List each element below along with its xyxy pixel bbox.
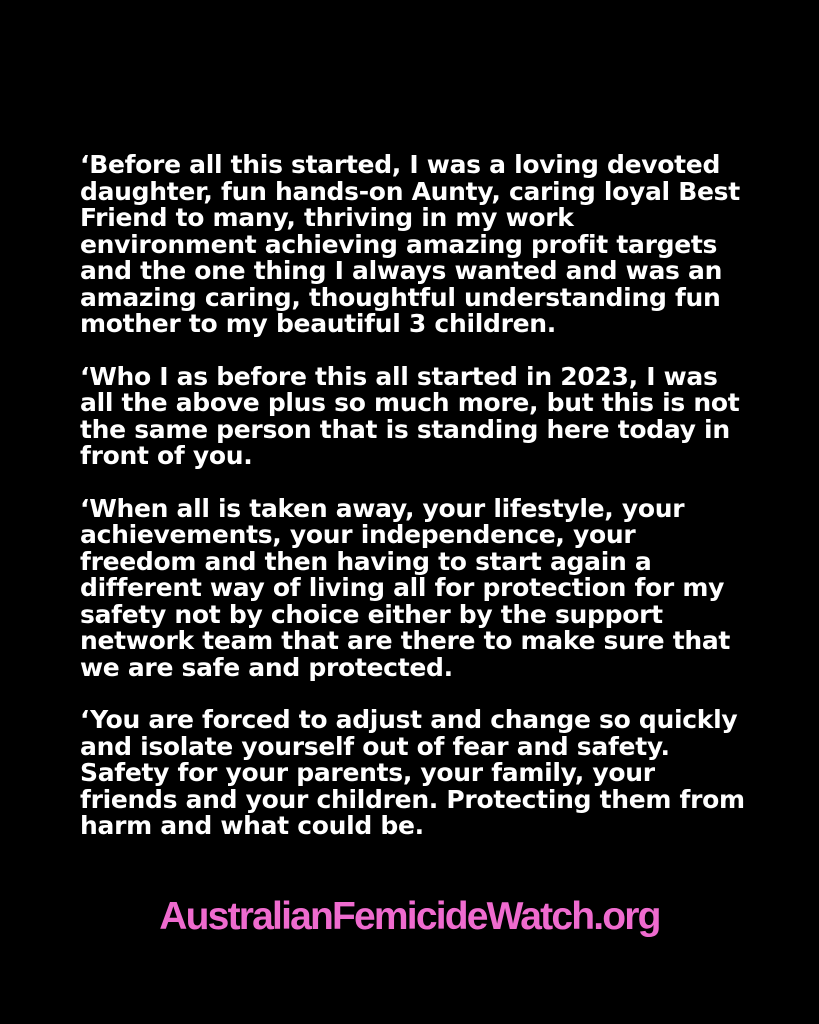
website-url: AustralianFemicideWatch.org (159, 895, 660, 938)
quote-paragraph-4: ‘You are forced to adjust and change so quickly and isolate yourself out of fear and safety. Safety for your parents, your family, your friends and your children. Protecting them from harm and what could be. (80, 705, 745, 840)
victim-impact-quote (80, 152, 750, 866)
quote-paragraph-1: ‘Before all this started, I was a loving devoted daughter, fun hands-on Aunty, caring loyal Best Friend to many, thriving in my work environment achieving amazing profit targets and the one thing I always wanted and was an amazing caring, thoughtful understanding fun mother to my beautiful 3 children. (80, 150, 740, 338)
quote-paragraph-3: ‘When all is taken away, your lifestyle, your achievements, your independence, your freedom and then having to start again a different way of living all for protection for my safety not by choice either by the support network team that are there to make sure that we are safe and protected. (80, 493, 731, 682)
quote-paragraph-2: ‘Who I as before this all started in 2023, I was all the above plus so much more, but this is not the same person that is standing here today in front of you. (80, 361, 740, 470)
